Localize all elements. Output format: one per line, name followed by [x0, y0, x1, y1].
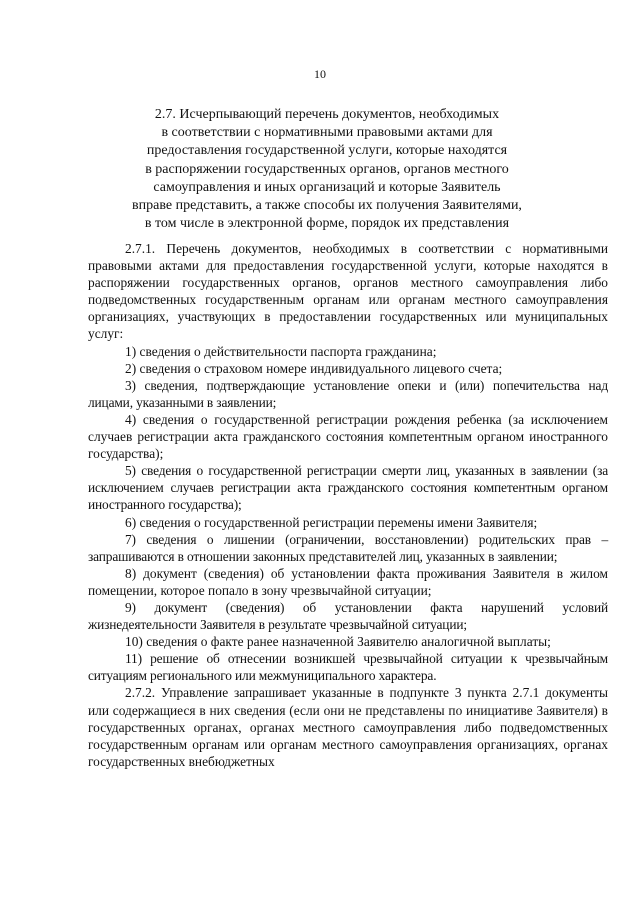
document-body [88, 240, 608, 770]
list-item: 7) сведения о лишении (ограничении, восстановлении) родительских прав – запрашиваются в отношении законных представителей лиц, указанных в заявлении; [88, 531, 608, 564]
list-item: 5) сведения о государственной регистрации смерти лиц, указанных в заявлении (за исключением случаев регистрации акта гражданского состояния компетентным органом иностранного государства); [88, 463, 608, 513]
section-heading [100, 106, 554, 233]
list-item: 6) сведения о государственной регистрации перемены имени Заявителя; [125, 514, 538, 530]
heading-line: самоуправления и иных организаций и которые Заявитель [153, 179, 501, 195]
list-item: 1) сведения о действительности паспорта гражданина; [125, 343, 437, 359]
list-item: 8) документ (сведения) об установлении факта проживания Заявителя в жилом помещении, которое попало в зону чрезвычайной ситуации; [88, 565, 608, 598]
heading-line: в распоряжении государственных органов, органов местного [145, 161, 509, 177]
paragraph-2-7-1: 2.7.1. Перечень документов, необходимых в соответствии с нормативными правовыми актами для предоставления государственной услуги, которые находятся в распоряжении государственных органов, органов местного самоуправления либо подведомственных государственным органам или органам местного самоуправления организациях, участвующих в предоставлении государственных или муниципальных услуг: [88, 241, 608, 342]
list-item: 9) документ (сведения) об установлении факта нарушений условий жизнедеятельности Заявителя в результате чрезвычайной ситуации; [88, 599, 608, 633]
heading-line: 2.7. Исчерпывающий перечень документов, необходимых [154, 107, 500, 122]
heading-line: в том числе в электронной форме, порядок их представления [144, 216, 510, 232]
heading-line: предоставления государственной услуги, которые находятся [146, 143, 508, 159]
list-item: 4) сведения о государственной регистрации рождения ребенка (за исключением случаев регистрации акта гражданского состояния компетентным органом иностранного государства); [88, 411, 608, 462]
heading-line: в соответствии с нормативными правовыми актами для [161, 125, 493, 141]
heading-line: вправе представить, а также способы их получения Заявителями, [132, 198, 522, 214]
list-item: 3) сведения, подтверждающие установление опеки и (или) попечительства над лицами, указанными в заявлении; [88, 377, 608, 410]
list-item: 11) решение об отнесении возникшей чрезвычайной ситуации к чрезвычайным ситуациям регионального или межмуниципального характера. [88, 651, 608, 684]
list-item: 10) сведения о факте ранее назначенной Заявителю аналогичной выплаты; [125, 634, 551, 650]
paragraph-2-7-2: 2.7.2. Управление запрашивает указанные в подпункте 3 пункта 2.7.1 документы или содержащиеся в них сведения (если они не представлены по инициативе Заявителя) в государственных органах, органах местного самоуправления либо подведомственных государственным органам или органам местного самоуправления организациях, органах государственных внебюджетных [88, 685, 608, 769]
page-number: 10 [314, 67, 326, 81]
list-item: 2) сведения о страховом номере индивидуального лицевого счета; [125, 360, 503, 376]
